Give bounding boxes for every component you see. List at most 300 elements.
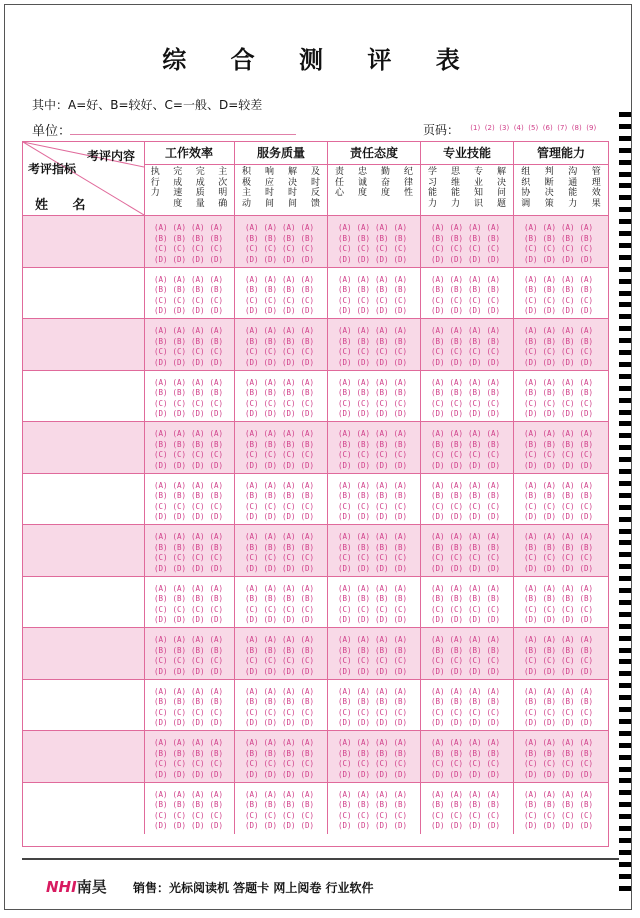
answer-bubble[interactable]: (A) — [524, 789, 538, 799]
answer-bubble[interactable]: (B) — [579, 800, 594, 809]
answer-bubble[interactable]: (B) — [561, 645, 575, 655]
answer-bubble[interactable]: (B) — [172, 748, 187, 758]
answer-bubble[interactable]: (C) — [263, 656, 278, 665]
answer-bubble[interactable]: (C) — [431, 347, 445, 356]
answer-bubble[interactable]: (A) — [468, 686, 482, 696]
answer-bubble[interactable]: (D) — [338, 254, 352, 264]
answer-bubble[interactable]: (C) — [542, 810, 557, 820]
answer-bubble[interactable]: (A) — [172, 274, 187, 284]
answer-bubble[interactable]: (B) — [300, 645, 315, 655]
answer-bubble[interactable]: (A) — [154, 223, 168, 232]
answer-bubble[interactable]: (B) — [356, 285, 371, 294]
answer-bubble[interactable]: (B) — [486, 800, 501, 809]
answer-bubble[interactable]: (B) — [449, 491, 464, 500]
answer-bubble[interactable]: (D) — [356, 512, 371, 521]
answer-bubble[interactable]: (B) — [282, 336, 296, 346]
answer-bubble[interactable]: (A) — [154, 686, 168, 696]
answer-bubble[interactable]: (C) — [209, 501, 224, 511]
answer-bubble[interactable]: (D) — [300, 254, 315, 264]
answer-bubble[interactable]: (C) — [154, 656, 168, 665]
answer-bubble[interactable]: (A) — [300, 635, 315, 644]
answer-bubble[interactable]: (C) — [524, 553, 538, 562]
answer-bubble[interactable]: (B) — [393, 233, 408, 243]
name-cell[interactable] — [23, 525, 145, 576]
answer-bubble[interactable]: (C) — [209, 553, 224, 562]
answer-bubble[interactable]: (A) — [393, 738, 408, 747]
answer-bubble[interactable]: (B) — [579, 748, 594, 758]
answer-bubble[interactable]: (D) — [486, 357, 501, 367]
answer-bubble[interactable]: (D) — [579, 409, 594, 418]
answer-bubble[interactable]: (D) — [209, 563, 224, 573]
answer-bubble[interactable]: (C) — [245, 604, 259, 614]
answer-bubble[interactable]: (D) — [449, 821, 464, 830]
answer-bubble[interactable]: (A) — [154, 532, 168, 541]
answer-bubble[interactable]: (A) — [191, 738, 205, 747]
answer-bubble[interactable]: (C) — [579, 295, 594, 305]
answer-bubble[interactable]: (A) — [542, 738, 557, 747]
answer-bubble[interactable]: (C) — [282, 553, 296, 562]
answer-bubble[interactable]: (B) — [338, 800, 352, 809]
answer-bubble[interactable]: (D) — [356, 460, 371, 470]
answer-bubble[interactable]: (D) — [393, 718, 408, 727]
answer-bubble[interactable]: (A) — [356, 377, 371, 387]
answer-bubble[interactable]: (C) — [393, 553, 408, 562]
answer-bubble[interactable]: (B) — [154, 336, 168, 346]
answer-bubble[interactable]: (C) — [449, 295, 464, 305]
answer-bubble[interactable]: (A) — [245, 738, 259, 747]
answer-bubble[interactable]: (D) — [431, 615, 445, 624]
answer-bubble[interactable]: (B) — [449, 800, 464, 809]
answer-bubble[interactable]: (D) — [542, 357, 557, 367]
answer-bubble[interactable]: (D) — [263, 460, 278, 470]
answer-bubble[interactable]: (A) — [561, 789, 575, 799]
answer-bubble[interactable]: (D) — [209, 460, 224, 470]
answer-bubble[interactable]: (C) — [393, 759, 408, 768]
answer-bubble[interactable]: (C) — [172, 707, 187, 717]
answer-bubble[interactable]: (D) — [209, 769, 224, 779]
answer-bubble[interactable]: (D) — [486, 769, 501, 779]
answer-bubble[interactable]: (A) — [579, 326, 594, 335]
answer-bubble[interactable]: (B) — [486, 594, 501, 603]
answer-bubble[interactable]: (D) — [245, 512, 259, 521]
answer-bubble[interactable]: (D) — [191, 512, 205, 521]
answer-bubble[interactable]: (B) — [542, 336, 557, 346]
answer-bubble[interactable]: (A) — [338, 686, 352, 696]
answer-bubble[interactable]: (D) — [154, 718, 168, 727]
answer-bubble[interactable]: (C) — [449, 501, 464, 511]
answer-bubble[interactable]: (D) — [524, 821, 538, 830]
answer-bubble[interactable]: (B) — [561, 388, 575, 397]
answer-bubble[interactable]: (B) — [579, 439, 594, 449]
answer-bubble[interactable]: (D) — [375, 460, 389, 470]
answer-bubble[interactable]: (A) — [300, 532, 315, 541]
answer-bubble[interactable]: (C) — [300, 707, 315, 717]
answer-bubble[interactable]: (A) — [282, 635, 296, 644]
answer-bubble[interactable]: (A) — [468, 738, 482, 747]
answer-bubble[interactable]: (B) — [263, 439, 278, 449]
answer-bubble[interactable]: (A) — [449, 686, 464, 696]
answer-bubble[interactable]: (C) — [579, 604, 594, 614]
answer-bubble[interactable]: (C) — [338, 656, 352, 665]
answer-bubble[interactable]: (D) — [579, 615, 594, 624]
answer-bubble[interactable]: (D) — [542, 306, 557, 315]
answer-bubble[interactable]: (D) — [245, 563, 259, 573]
answer-bubble[interactable]: (B) — [154, 697, 168, 706]
answer-bubble[interactable]: (A) — [542, 223, 557, 232]
answer-bubble[interactable]: (D) — [524, 769, 538, 779]
answer-bubble[interactable]: (A) — [209, 429, 224, 438]
answer-bubble[interactable]: (D) — [245, 718, 259, 727]
answer-bubble[interactable]: (A) — [431, 377, 445, 387]
answer-bubble[interactable]: (D) — [524, 409, 538, 418]
answer-bubble[interactable]: (B) — [542, 285, 557, 294]
answer-bubble[interactable]: (C) — [561, 347, 575, 356]
answer-bubble[interactable]: (D) — [561, 666, 575, 676]
answer-bubble[interactable]: (C) — [375, 656, 389, 665]
answer-bubble[interactable]: (A) — [579, 635, 594, 644]
answer-bubble[interactable]: (A) — [245, 789, 259, 799]
answer-bubble[interactable]: (D) — [263, 306, 278, 315]
answer-bubble[interactable]: (D) — [393, 615, 408, 624]
answer-bubble[interactable]: (A) — [154, 274, 168, 284]
answer-bubble[interactable]: (D) — [431, 460, 445, 470]
answer-bubble[interactable]: (A) — [393, 480, 408, 490]
answer-bubble[interactable]: (B) — [282, 542, 296, 552]
answer-bubble[interactable]: (C) — [449, 656, 464, 665]
name-cell[interactable] — [23, 680, 145, 731]
answer-bubble[interactable]: (A) — [542, 635, 557, 644]
answer-bubble[interactable]: (B) — [524, 748, 538, 758]
answer-bubble[interactable]: (D) — [431, 306, 445, 315]
answer-bubble[interactable]: (C) — [375, 347, 389, 356]
answer-bubble[interactable]: (B) — [154, 285, 168, 294]
answer-bubble[interactable]: (B) — [542, 388, 557, 397]
answer-bubble[interactable]: (C) — [486, 656, 501, 665]
answer-bubble[interactable]: (A) — [393, 326, 408, 335]
answer-bubble[interactable]: (A) — [154, 738, 168, 747]
answer-bubble[interactable]: (D) — [154, 769, 168, 779]
name-cell[interactable] — [23, 268, 145, 319]
answer-bubble[interactable]: (B) — [172, 285, 187, 294]
answer-bubble[interactable]: (C) — [579, 398, 594, 408]
answer-bubble[interactable]: (B) — [300, 748, 315, 758]
answer-bubble[interactable]: (C) — [263, 707, 278, 717]
answer-bubble[interactable]: (A) — [154, 635, 168, 644]
answer-bubble[interactable]: (C) — [172, 295, 187, 305]
answer-bubble[interactable]: (D) — [245, 409, 259, 418]
answer-bubble[interactable]: (B) — [282, 388, 296, 397]
answer-bubble[interactable]: (A) — [263, 635, 278, 644]
answer-bubble[interactable]: (D) — [524, 254, 538, 264]
answer-bubble[interactable]: (A) — [524, 738, 538, 747]
answer-bubble[interactable]: (C) — [561, 707, 575, 717]
answer-bubble[interactable]: (B) — [393, 594, 408, 603]
answer-bubble[interactable]: (D) — [468, 821, 482, 830]
answer-bubble[interactable]: (A) — [393, 377, 408, 387]
name-cell[interactable] — [23, 474, 145, 525]
answer-bubble[interactable]: (B) — [172, 439, 187, 449]
answer-bubble[interactable]: (C) — [172, 553, 187, 562]
answer-bubble[interactable]: (D) — [172, 615, 187, 624]
answer-bubble[interactable]: (A) — [172, 635, 187, 644]
answer-bubble[interactable]: (B) — [431, 697, 445, 706]
answer-bubble[interactable]: (B) — [282, 233, 296, 243]
answer-bubble[interactable]: (A) — [209, 480, 224, 490]
answer-bubble[interactable]: (B) — [468, 233, 482, 243]
answer-bubble[interactable]: (C) — [393, 295, 408, 305]
answer-bubble[interactable]: (A) — [300, 429, 315, 438]
answer-bubble[interactable]: (A) — [263, 326, 278, 335]
answer-bubble[interactable]: (A) — [338, 377, 352, 387]
answer-bubble[interactable]: (D) — [375, 409, 389, 418]
answer-bubble[interactable]: (B) — [300, 336, 315, 346]
answer-bubble[interactable]: (C) — [449, 810, 464, 820]
answer-bubble[interactable]: (C) — [300, 398, 315, 408]
answer-bubble[interactable]: (C) — [263, 759, 278, 768]
answer-bubble[interactable]: (C) — [209, 295, 224, 305]
answer-bubble[interactable]: (D) — [191, 821, 205, 830]
answer-bubble[interactable]: (A) — [579, 429, 594, 438]
answer-bubble[interactable]: (B) — [209, 748, 224, 758]
answer-bubble[interactable]: (B) — [449, 336, 464, 346]
answer-bubble[interactable]: (A) — [579, 738, 594, 747]
answer-bubble[interactable]: (D) — [542, 718, 557, 727]
answer-bubble[interactable]: (B) — [209, 542, 224, 552]
answer-bubble[interactable]: (A) — [524, 686, 538, 696]
answer-bubble[interactable]: (A) — [561, 274, 575, 284]
answer-bubble[interactable]: (C) — [356, 398, 371, 408]
answer-bubble[interactable]: (C) — [191, 347, 205, 356]
answer-bubble[interactable]: (D) — [263, 769, 278, 779]
answer-bubble[interactable]: (B) — [263, 233, 278, 243]
answer-bubble[interactable]: (A) — [282, 377, 296, 387]
answer-bubble[interactable]: (B) — [375, 645, 389, 655]
answer-bubble[interactable]: (D) — [393, 306, 408, 315]
answer-bubble[interactable]: (D) — [486, 460, 501, 470]
answer-bubble[interactable]: (C) — [263, 501, 278, 511]
answer-bubble[interactable]: (B) — [468, 800, 482, 809]
answer-bubble[interactable]: (A) — [486, 480, 501, 490]
answer-bubble[interactable]: (C) — [524, 347, 538, 356]
answer-bubble[interactable]: (C) — [393, 501, 408, 511]
name-cell[interactable] — [23, 783, 145, 835]
answer-bubble[interactable]: (A) — [524, 377, 538, 387]
answer-bubble[interactable]: (C) — [393, 450, 408, 459]
answer-bubble[interactable]: (C) — [561, 450, 575, 459]
answer-bubble[interactable]: (B) — [356, 594, 371, 603]
answer-bubble[interactable]: (C) — [191, 295, 205, 305]
answer-bubble[interactable]: (A) — [393, 223, 408, 232]
answer-bubble[interactable]: (D) — [579, 254, 594, 264]
answer-bubble[interactable]: (C) — [209, 347, 224, 356]
answer-bubble[interactable]: (D) — [579, 821, 594, 830]
answer-bubble[interactable]: (C) — [431, 553, 445, 562]
answer-bubble[interactable]: (B) — [542, 594, 557, 603]
answer-bubble[interactable]: (B) — [338, 285, 352, 294]
answer-bubble[interactable]: (D) — [468, 460, 482, 470]
answer-bubble[interactable]: (B) — [172, 233, 187, 243]
answer-bubble[interactable]: (B) — [245, 697, 259, 706]
answer-bubble[interactable]: (D) — [375, 512, 389, 521]
answer-bubble[interactable]: (A) — [172, 686, 187, 696]
answer-bubble[interactable]: (B) — [561, 542, 575, 552]
answer-bubble[interactable]: (B) — [524, 800, 538, 809]
answer-bubble[interactable]: (B) — [375, 233, 389, 243]
answer-bubble[interactable]: (D) — [524, 563, 538, 573]
answer-bubble[interactable]: (C) — [561, 244, 575, 253]
answer-bubble[interactable]: (C) — [561, 759, 575, 768]
answer-bubble[interactable]: (C) — [282, 759, 296, 768]
answer-bubble[interactable]: (B) — [486, 542, 501, 552]
answer-bubble[interactable]: (D) — [172, 769, 187, 779]
answer-bubble[interactable]: (B) — [375, 439, 389, 449]
answer-bubble[interactable]: (C) — [191, 501, 205, 511]
answer-bubble[interactable]: (A) — [282, 789, 296, 799]
answer-bubble[interactable]: (A) — [263, 223, 278, 232]
answer-bubble[interactable]: (B) — [282, 594, 296, 603]
answer-bubble[interactable]: (A) — [172, 223, 187, 232]
answer-bubble[interactable]: (C) — [579, 656, 594, 665]
answer-bubble[interactable]: (D) — [542, 821, 557, 830]
answer-bubble[interactable]: (C) — [375, 450, 389, 459]
answer-bubble[interactable]: (A) — [172, 326, 187, 335]
answer-bubble[interactable]: (C) — [209, 604, 224, 614]
answer-bubble[interactable]: (A) — [338, 429, 352, 438]
answer-bubble[interactable]: (D) — [282, 563, 296, 573]
answer-bubble[interactable]: (A) — [579, 532, 594, 541]
name-cell[interactable] — [23, 422, 145, 473]
answer-bubble[interactable]: (D) — [468, 769, 482, 779]
answer-bubble[interactable]: (C) — [468, 553, 482, 562]
answer-bubble[interactable]: (A) — [524, 274, 538, 284]
answer-bubble[interactable]: (C) — [524, 295, 538, 305]
answer-bubble[interactable]: (C) — [154, 501, 168, 511]
answer-bubble[interactable]: (B) — [524, 388, 538, 397]
answer-bubble[interactable]: (D) — [191, 615, 205, 624]
answer-bubble[interactable]: (D) — [191, 409, 205, 418]
answer-bubble[interactable]: (D) — [245, 254, 259, 264]
answer-bubble[interactable]: (A) — [338, 635, 352, 644]
answer-bubble[interactable]: (C) — [375, 707, 389, 717]
answer-bubble[interactable]: (C) — [468, 295, 482, 305]
page-number-bubble[interactable]: (1) — [470, 124, 481, 132]
answer-bubble[interactable]: (C) — [542, 604, 557, 614]
answer-bubble[interactable]: (A) — [468, 326, 482, 335]
answer-bubble[interactable]: (D) — [263, 718, 278, 727]
answer-bubble[interactable]: (D) — [282, 666, 296, 676]
answer-bubble[interactable]: (C) — [431, 244, 445, 253]
answer-bubble[interactable]: (C) — [300, 244, 315, 253]
answer-bubble[interactable]: (D) — [191, 769, 205, 779]
answer-bubble[interactable]: (C) — [300, 810, 315, 820]
answer-bubble[interactable]: (D) — [542, 460, 557, 470]
answer-bubble[interactable]: (B) — [579, 388, 594, 397]
answer-bubble[interactable]: (D) — [338, 409, 352, 418]
answer-bubble[interactable]: (C) — [282, 656, 296, 665]
answer-bubble[interactable]: (C) — [191, 244, 205, 253]
name-cell[interactable] — [23, 628, 145, 679]
answer-bubble[interactable]: (A) — [356, 532, 371, 541]
answer-bubble[interactable]: (B) — [524, 594, 538, 603]
answer-bubble[interactable]: (A) — [393, 429, 408, 438]
answer-bubble[interactable]: (D) — [209, 666, 224, 676]
answer-bubble[interactable]: (B) — [486, 748, 501, 758]
answer-bubble[interactable]: (B) — [431, 800, 445, 809]
answer-bubble[interactable]: (A) — [542, 480, 557, 490]
answer-bubble[interactable]: (A) — [393, 583, 408, 593]
answer-bubble[interactable]: (B) — [209, 285, 224, 294]
answer-bubble[interactable]: (B) — [191, 336, 205, 346]
answer-bubble[interactable]: (B) — [561, 285, 575, 294]
answer-bubble[interactable]: (A) — [486, 326, 501, 335]
answer-bubble[interactable]: (D) — [263, 821, 278, 830]
answer-bubble[interactable]: (A) — [468, 789, 482, 799]
answer-bubble[interactable]: (B) — [524, 336, 538, 346]
answer-bubble[interactable]: (D) — [338, 718, 352, 727]
answer-bubble[interactable]: (B) — [431, 645, 445, 655]
answer-bubble[interactable]: (A) — [561, 635, 575, 644]
answer-bubble[interactable]: (C) — [524, 707, 538, 717]
answer-bubble[interactable]: (C) — [263, 398, 278, 408]
answer-bubble[interactable]: (B) — [300, 800, 315, 809]
answer-bubble[interactable]: (D) — [300, 306, 315, 315]
answer-bubble[interactable]: (B) — [375, 697, 389, 706]
answer-bubble[interactable]: (A) — [449, 377, 464, 387]
answer-bubble[interactable]: (A) — [561, 429, 575, 438]
answer-bubble[interactable]: (C) — [300, 553, 315, 562]
answer-bubble[interactable]: (D) — [356, 563, 371, 573]
answer-bubble[interactable]: (A) — [431, 274, 445, 284]
answer-bubble[interactable]: (D) — [191, 306, 205, 315]
answer-bubble[interactable]: (C) — [154, 295, 168, 305]
answer-bubble[interactable]: (A) — [468, 274, 482, 284]
answer-bubble[interactable]: (D) — [209, 254, 224, 264]
answer-bubble[interactable]: (C) — [431, 656, 445, 665]
answer-bubble[interactable]: (A) — [209, 583, 224, 593]
answer-bubble[interactable]: (A) — [542, 326, 557, 335]
answer-bubble[interactable]: (A) — [191, 429, 205, 438]
answer-bubble[interactable]: (B) — [209, 336, 224, 346]
answer-bubble[interactable]: (A) — [338, 532, 352, 541]
answer-bubble[interactable]: (D) — [431, 769, 445, 779]
answer-bubble[interactable]: (B) — [542, 542, 557, 552]
answer-bubble[interactable]: (A) — [245, 480, 259, 490]
answer-bubble[interactable]: (D) — [282, 512, 296, 521]
answer-bubble[interactable]: (D) — [154, 409, 168, 418]
answer-bubble[interactable]: (C) — [524, 656, 538, 665]
answer-bubble[interactable]: (D) — [209, 615, 224, 624]
answer-bubble[interactable]: (B) — [561, 800, 575, 809]
answer-bubble[interactable]: (C) — [431, 810, 445, 820]
answer-bubble[interactable]: (D) — [542, 409, 557, 418]
answer-bubble[interactable]: (B) — [172, 336, 187, 346]
answer-bubble[interactable]: (B) — [542, 439, 557, 449]
answer-bubble[interactable]: (A) — [356, 686, 371, 696]
answer-bubble[interactable]: (A) — [209, 532, 224, 541]
answer-bubble[interactable]: (B) — [191, 285, 205, 294]
answer-bubble[interactable]: (A) — [356, 429, 371, 438]
answer-bubble[interactable]: (D) — [356, 306, 371, 315]
answer-bubble[interactable]: (C) — [282, 244, 296, 253]
answer-bubble[interactable]: (B) — [245, 388, 259, 397]
answer-bubble[interactable]: (C) — [375, 501, 389, 511]
answer-bubble[interactable]: (C) — [579, 759, 594, 768]
answer-bubble[interactable]: (D) — [356, 357, 371, 367]
answer-bubble[interactable]: (C) — [486, 604, 501, 614]
answer-bubble[interactable]: (D) — [356, 666, 371, 676]
answer-bubble[interactable]: (B) — [542, 748, 557, 758]
answer-bubble[interactable]: (A) — [300, 738, 315, 747]
